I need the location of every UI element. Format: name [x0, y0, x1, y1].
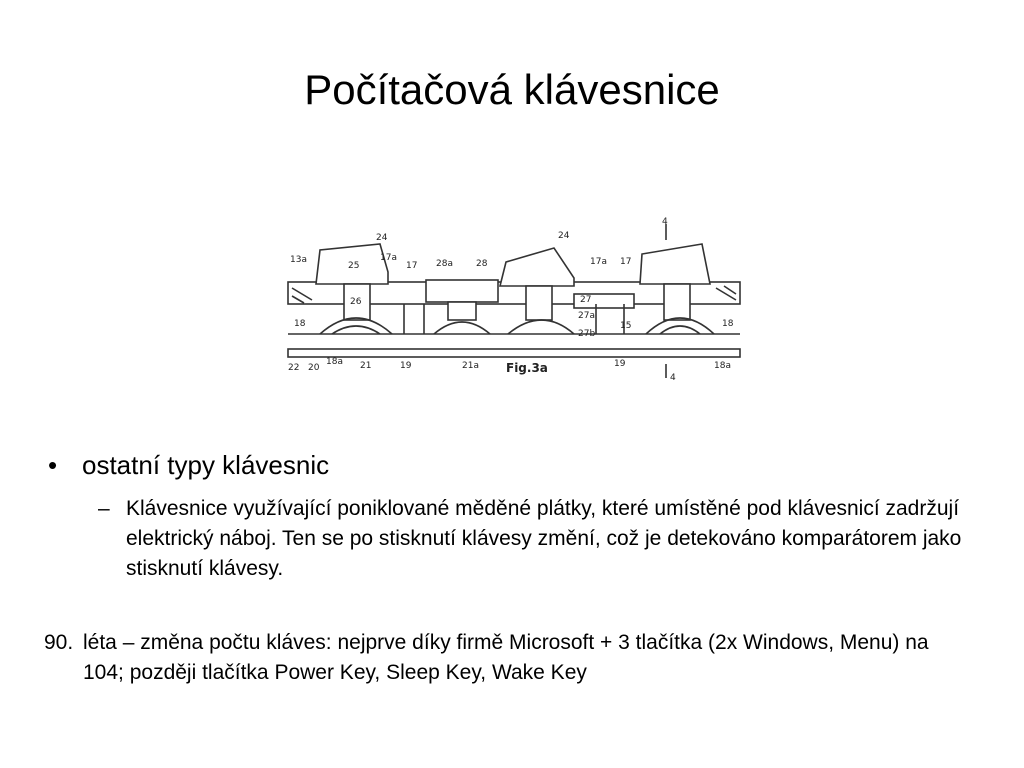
part-label: 4: [670, 373, 676, 383]
part-label: 19: [400, 361, 412, 371]
part-label: 27a: [578, 311, 595, 321]
part-label: 17a: [590, 257, 607, 267]
part-label: 18a: [714, 361, 731, 371]
part-label: 25: [348, 261, 360, 271]
figure-caption: Fig.3a: [506, 361, 548, 375]
bullet-text: ostatní typy klávesnic: [82, 450, 330, 480]
part-label: 20: [308, 363, 320, 373]
part-label: 21a: [462, 361, 479, 371]
keyboard-cross-section-figure: [284, 214, 744, 384]
bullet-marker: •: [48, 450, 58, 480]
part-label: 18: [294, 319, 306, 329]
base-plate: [288, 349, 740, 357]
note-text: léta – změna počtu kláves: nejprve díky firmě Microsoft + 3 tlačítka (2x Windows, Menu) na 104; později tlačítka Power Key, Sleep Key, Wake Key: [83, 631, 929, 684]
part-label: 13a: [290, 255, 307, 265]
part-label: 15: [620, 321, 632, 331]
part-label: 24: [376, 233, 388, 243]
bullet-text: Klávesnice využívající poniklované měděné plátky, které umístěné pod klávesnicí zadržují elektrický náboj. Ten se po stisknutí klávesy změní, což je detekováno komparátorem jako stisknutí klávesy.: [126, 497, 962, 580]
part-label: 4: [662, 217, 668, 227]
part-label: 26: [350, 297, 362, 307]
part-label: 21: [360, 361, 372, 371]
part-label: 17: [620, 257, 632, 267]
part-label: 28a: [436, 259, 453, 269]
part-label: 27: [580, 295, 592, 305]
part-label: 22: [288, 363, 300, 373]
part-label: 27b: [578, 329, 596, 339]
plate-28: [426, 280, 498, 302]
part-label: 18a: [326, 357, 343, 367]
part-label: 19: [614, 359, 626, 369]
bullet-marker: –: [98, 497, 110, 520]
keyboard-diagram: [284, 214, 744, 384]
note-number: 90.: [44, 631, 74, 654]
part-label: 17: [406, 261, 418, 271]
keycap-right: [640, 244, 710, 284]
part-label: 17a: [380, 253, 397, 263]
part-label: 18: [722, 319, 734, 329]
keycap-middle: [500, 248, 574, 286]
part-label: 28: [476, 259, 488, 269]
slide-title: Počítačová klávesnice: [304, 66, 720, 113]
part-label: 24: [558, 231, 570, 241]
